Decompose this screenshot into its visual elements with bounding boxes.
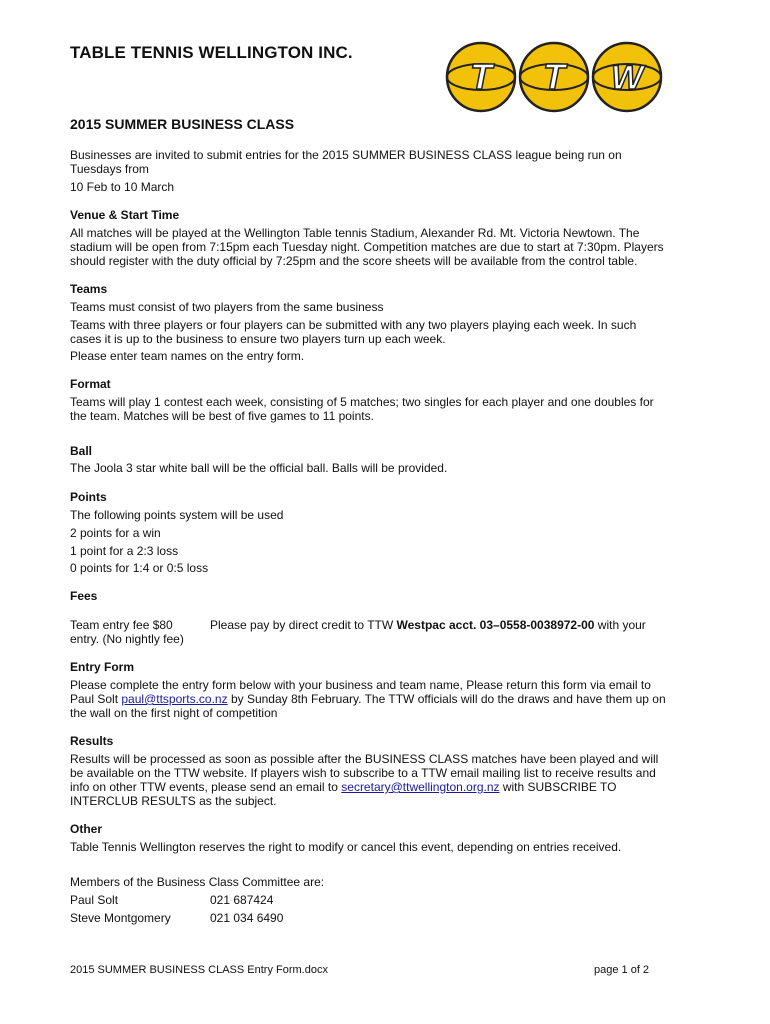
format-heading: Format [70,377,111,391]
entry-form-line-2-prefix: Paul Solt [70,692,122,706]
venue-line-2: stadium will be open from 7:15pm each Tuesday night. Competition matches are due to start at 7:30pm. Players [70,240,664,254]
results-line-3-prefix: info on other TTW events, please send an email to [70,780,342,794]
organisation-title: TABLE TENNIS WELLINGTON INC. [70,43,353,62]
points-heading: Points [70,490,107,504]
teams-line-4: Please enter team names on the entry form. [70,349,305,363]
entry-form-line-2-suffix: by Sunday 8th February. The TTW officials will do the draws and have them up on [227,692,666,706]
footer-page-number: page 1 of 2 [594,964,650,976]
results-line-2: be available on the TTW website. If players wish to subscribe to a TTW email mailing list to receive results and [70,766,656,780]
logo-letter-2: T [543,56,565,97]
points-line-4: 0 points for 1:4 or 0:5 loss [70,561,209,575]
results-line-4: INTERCLUB RESULTS as the subject. [70,794,277,808]
entry-form-line-2 [70,692,720,706]
logo-letter-1: T [470,56,492,97]
other-heading: Other [70,822,103,836]
committee-intro: Members of the Business Class Committee are: [70,875,325,889]
points-line-1: The following points system will be used [70,508,284,522]
format-line-1: Teams will play 1 contest each week, consisting of 5 matches; two singles for each player and one doubles for [70,395,654,409]
entry-form-heading: Entry Form [70,660,135,674]
ball-heading: Ball [70,444,93,458]
committee-member-name: Steve Montgomery [70,911,171,925]
venue-heading: Venue & Start Time [70,208,180,222]
points-line-3: 1 point for a 2:3 loss [70,544,179,558]
other-line-1: Table Tennis Wellington reserves the right to modify or cancel this event, depending on entries received. [70,840,622,854]
ball-line-1: The Joola 3 star white ball will be the official ball. Balls will be provided. [70,461,448,475]
teams-line-2: Teams with three players or four players can be submitted with any two players playing each week. In such [70,318,637,332]
footer-filename: 2015 SUMMER BUSINESS CLASS Entry Form.docx [70,964,328,976]
fees-payment-suffix: with your [594,618,646,632]
format-line-2: the team. Matches will be best of five games to 11 points. [70,409,374,423]
intro-line-1: Businesses are invited to submit entries for the 2015 SUMMER BUSINESS CLASS league being run on [70,148,622,162]
fees-heading: Fees [70,589,98,603]
document-title: 2015 SUMMER BUSINESS CLASS [70,116,295,132]
teams-heading: Teams [70,282,108,296]
results-line-3-suffix: with SUBSCRIBE TO [499,780,617,794]
ttw-logo [444,40,664,114]
intro-dates: 10 Feb to 10 March [70,180,175,194]
results-line-1: Results will be processed as soon as possible after the BUSINESS CLASS matches have been played and will [70,752,659,766]
venue-line-3: should register with the duty official by 7:25pm and the score sheets will be available from the control table. [70,254,638,268]
fees-entry-note: entry. (No nightly fee) [70,632,184,646]
fees-entry-fee: Team entry fee $80 [70,618,173,632]
fees-payment-prefix: Please pay by direct credit to TTW [210,618,397,632]
venue-line-1: All matches will be played at the Wellington Table tennis Stadium, Alexander Rd. Mt. Victoria Newtown. The [70,226,640,240]
entry-form-line-3: the wall on the first night of competition [70,706,278,720]
teams-line-3: cases it is up to the business to ensure two players turn up each week. [70,332,446,346]
committee-member-name: Paul Solt [70,893,119,907]
intro-line-2: Tuesdays from [70,162,149,176]
results-heading: Results [70,734,114,748]
results-line-3 [70,780,720,794]
entry-form-line-1: Please complete the entry form below with your business and team name, Please return this form via email to [70,678,651,692]
logo-letter-3: W [610,59,644,97]
committee-member-phone: 021 034 6490 [210,911,284,925]
fees-payment-line [210,618,710,632]
secretary-email-link[interactable]: secretary@ttwellington.org.nz [341,780,500,794]
fees-bank-account: Westpac acct. 03–0558-0038972-00 [396,618,595,632]
points-line-2: 2 points for a win [70,526,161,540]
committee-member-phone: 021 687424 [210,893,274,907]
entry-email-link[interactable]: paul@ttsports.co.nz [121,692,228,706]
teams-line-1: Teams must consist of two players from the same business [70,300,384,314]
